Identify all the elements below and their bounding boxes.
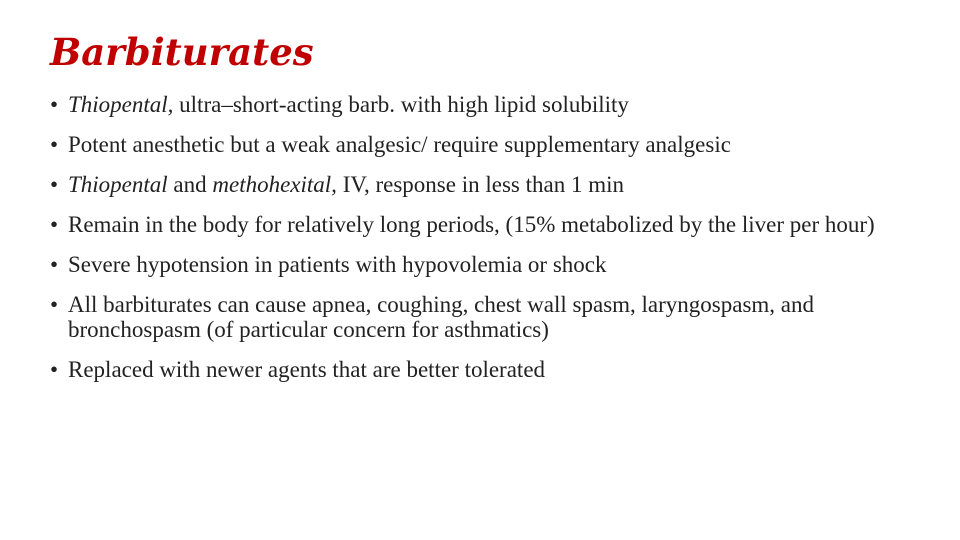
- bullet-text: Potent anesthetic but a weak analgesic/ require supplementary analgesic: [68, 132, 731, 157]
- bullet-list: [50, 92, 950, 397]
- bullet-item: [50, 212, 950, 237]
- bullet-text: IV, response in less than 1 min: [336, 172, 624, 197]
- bullet-text: and: [167, 172, 213, 197]
- drug-name: Thiopental: [68, 172, 168, 197]
- bullet-item: [50, 292, 950, 342]
- bullet-item: [50, 252, 950, 277]
- drug-name: Thiopental,: [68, 92, 174, 117]
- slide-title: Barbiturates: [50, 30, 314, 74]
- bullet-icon: •: [50, 172, 59, 197]
- bullet-icon: •: [50, 92, 59, 117]
- bullet-icon: •: [50, 292, 59, 317]
- bullet-icon: •: [50, 252, 59, 277]
- bullet-icon: •: [50, 357, 59, 382]
- drug-name: methohexital,: [212, 172, 337, 197]
- bullet-text: Severe hypotension in patients with hypovolemia or shock: [68, 252, 607, 277]
- bullet-text: ultra–short-acting barb. with high lipid solubility: [173, 92, 629, 117]
- bullet-item: [50, 132, 950, 157]
- bullet-text: All barbiturates can cause apnea, coughing, chest wall spasm, laryngospasm, and bronchospasm (of particular concern for asthmatics): [68, 292, 814, 342]
- bullet-item: [50, 357, 950, 382]
- bullet-icon: •: [50, 212, 59, 237]
- bullet-item: [50, 92, 950, 117]
- bullet-text: Remain in the body for relatively long periods, (15% metabolized by the liver per hour): [68, 212, 875, 237]
- bullet-icon: •: [50, 132, 59, 157]
- bullet-text: Replaced with newer agents that are better tolerated: [68, 357, 546, 382]
- bullet-item: [50, 172, 950, 197]
